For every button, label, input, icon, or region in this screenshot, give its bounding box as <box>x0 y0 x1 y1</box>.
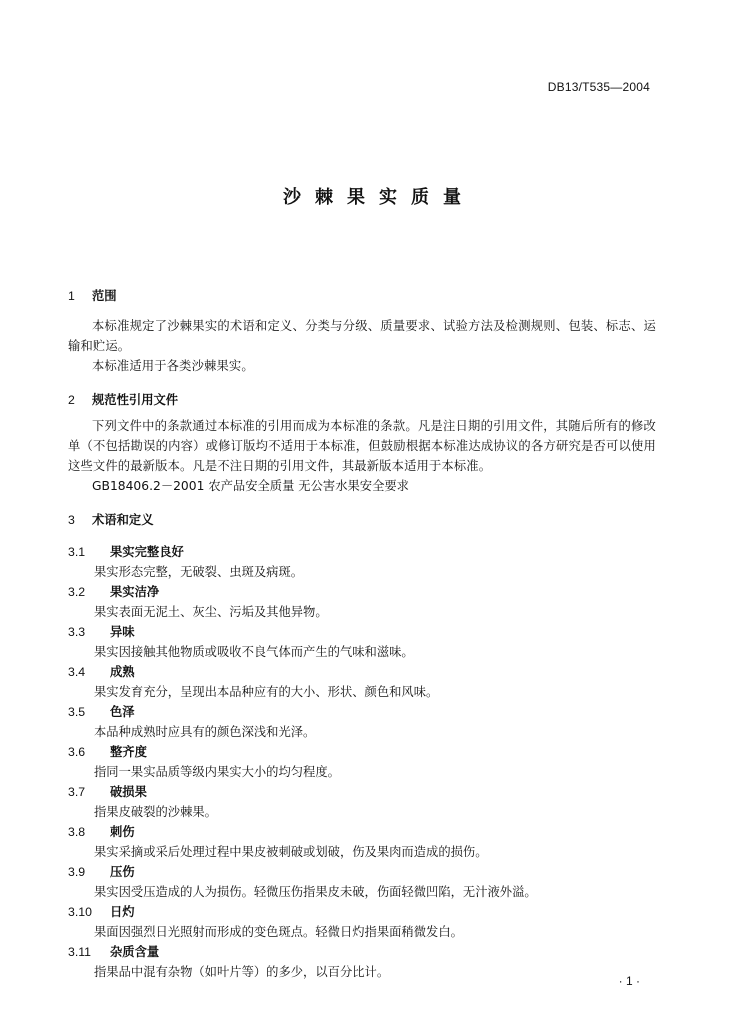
term-heading <box>68 662 656 682</box>
term-number: 3.4 <box>68 665 86 679</box>
term-heading <box>68 862 656 882</box>
term-name: 压伤 <box>110 865 135 879</box>
section-title: 规范性引用文件 <box>92 393 179 407</box>
term-name: 刺伤 <box>110 825 135 839</box>
term-name: 整齐度 <box>110 745 147 759</box>
section-number: 1 <box>68 289 75 303</box>
term-heading <box>68 942 656 962</box>
section-title: 术语和定义 <box>92 513 154 527</box>
term-entry <box>68 782 656 822</box>
section-number: 3 <box>68 513 75 527</box>
term-heading <box>68 702 656 722</box>
term-number: 3.7 <box>68 785 86 799</box>
term-number: 3.11 <box>68 945 92 959</box>
term-entry <box>68 742 656 782</box>
term-entry <box>68 702 656 742</box>
term-number: 3.6 <box>68 745 86 759</box>
term-number: 3.10 <box>68 905 92 919</box>
term-definition: 果实表面无泥土、灰尘、污垢及其他异物。 <box>94 605 328 619</box>
term-heading <box>68 902 656 922</box>
term-name: 色泽 <box>110 705 135 719</box>
document-body <box>68 286 656 982</box>
term-entry <box>68 942 656 982</box>
reference-item: GB18406.2－2001 农产品安全质量 无公害水果安全要求 <box>92 479 409 493</box>
section-number: 2 <box>68 393 75 407</box>
term-definition: 指同一果实品质等级内果实大小的均匀程度。 <box>94 765 340 779</box>
term-entry <box>68 862 656 902</box>
term-definition: 本品种成熟时应具有的颜色深浅和光泽。 <box>94 725 316 739</box>
term-number: 3.8 <box>68 825 86 839</box>
term-name: 日灼 <box>110 905 135 919</box>
term-heading <box>68 582 656 602</box>
term-definition: 果实因受压造成的人为损伤。轻微压伤指果皮未破，伤面轻微凹陷，无汁液外溢。 <box>94 885 537 899</box>
term-heading <box>68 822 656 842</box>
term-name: 果实完整良好 <box>110 545 184 559</box>
page-number: · 1 · <box>618 974 640 988</box>
term-name: 果实洁净 <box>110 585 160 599</box>
term-heading <box>68 542 656 562</box>
term-entry <box>68 662 656 702</box>
term-entry <box>68 582 656 622</box>
term-heading <box>68 782 656 802</box>
section-title: 范围 <box>92 289 117 303</box>
term-name: 成熟 <box>110 665 135 679</box>
section-heading-scope <box>68 286 656 306</box>
section-heading-references <box>68 390 656 410</box>
document-title: 沙棘果实质量 <box>283 187 475 208</box>
term-heading <box>68 742 656 762</box>
term-definition: 果面因强烈日光照射而形成的变色斑点。轻微日灼指果面稍微发白。 <box>94 925 463 939</box>
term-entry <box>68 542 656 582</box>
term-definition: 指果品中混有杂物（如叶片等）的多少，以百分比计。 <box>94 965 390 979</box>
term-number: 3.3 <box>68 625 86 639</box>
term-definition: 指果皮破裂的沙棘果。 <box>94 805 217 819</box>
term-name: 异味 <box>110 625 135 639</box>
term-entry <box>68 822 656 862</box>
document-code: DB13/T535—2004 <box>547 80 650 94</box>
term-name: 破损果 <box>110 785 147 799</box>
term-number: 3.5 <box>68 705 86 719</box>
references-paragraph: 下列文件中的条款通过本标准的引用而成为本标准的条款。凡是注日期的引用文件，其随后所有的修改单（不包括勘误的内容）或修订版均不适用于本标准，但鼓励根据本标准达成协议的各方研究是否可以使用这些文件的最新版本。凡是不注日期的引用文件，其最新版本适用于本标准。 <box>68 419 656 473</box>
scope-applicability: 本标准适用于各类沙棘果实。 <box>92 359 254 373</box>
section-heading-terms <box>68 510 656 530</box>
term-definition: 果实因接触其他物质或吸收不良气体而产生的气味和滋味。 <box>94 645 414 659</box>
term-entry <box>68 622 656 662</box>
term-number: 3.9 <box>68 865 86 879</box>
scope-paragraph: 本标准规定了沙棘果实的术语和定义、分类与分级、质量要求、试验方法及检测规则、包装、标志、运输和贮运。 <box>68 319 656 353</box>
term-name: 杂质含量 <box>110 945 160 959</box>
term-entry <box>68 902 656 942</box>
term-definition: 果实形态完整，无破裂、虫斑及病斑。 <box>94 565 304 579</box>
term-heading <box>68 622 656 642</box>
term-definition: 果实发育充分，呈现出本品种应有的大小、形状、颜色和风味。 <box>94 685 439 699</box>
term-definition: 果实采摘或采后处理过程中果皮被刺破或划破，伤及果肉而造成的损伤。 <box>94 845 488 859</box>
term-number: 3.1 <box>68 545 86 559</box>
term-number: 3.2 <box>68 585 86 599</box>
